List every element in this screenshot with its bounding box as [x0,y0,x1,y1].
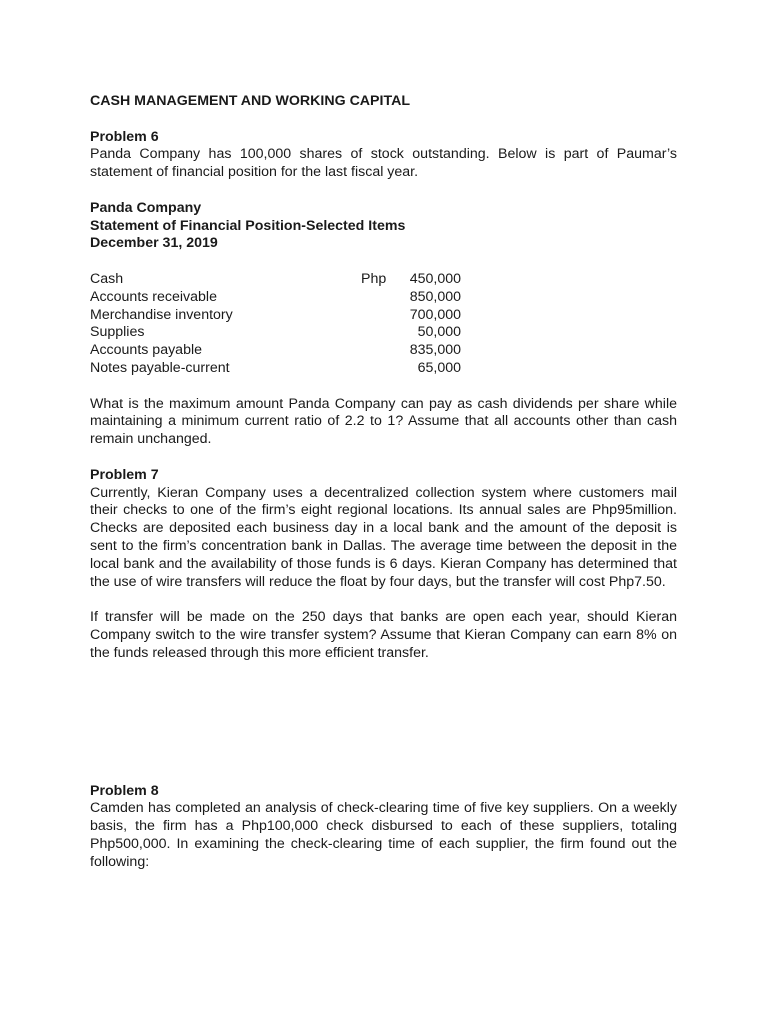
item-amount: 50,000 [417,324,461,341]
item-label: Accounts payable [90,342,202,359]
statement-title: Statement of Financial Position-Selected Items [90,217,406,234]
statement-header [90,200,677,253]
problem-6-section [90,129,677,449]
item-amount: 700,000 [409,306,461,323]
item-currency: Php [361,270,387,287]
item-amount: 835,000 [409,342,461,359]
problem-6-intro: Panda Company has 100,000 shares of stock outstanding. Below is part of Paumar’s statement of financial position for the last fiscal year. [90,146,677,181]
statement-item-notes-payable [90,360,677,378]
problem-7-question: If transfer will be made on the 250 days that banks are open each year, should Kieran Company switch to the wire transfer system? Assume that Kieran Company can earn 8% on the funds released through this more efficient transfer. [90,609,677,661]
item-label: Merchandise inventory [90,306,233,323]
problem-6-heading: Problem 6 [90,128,159,145]
item-amount: 850,000 [409,288,461,305]
problem-8-section [90,783,677,872]
document-page [90,93,677,871]
item-amount: 65,000 [417,359,461,376]
document-title: CASH MANAGEMENT AND WORKING CAPITAL [90,93,410,109]
item-label: Accounts receivable [90,288,217,305]
statement-company: Panda Company [90,199,202,216]
statement-item-merchandise-inventory [90,307,677,325]
statement-date: December 31, 2019 [90,235,218,252]
statement-item-accounts-receivable [90,289,677,307]
problem-7-section [90,467,677,663]
problem-8-body: Camden has completed an analysis of check-clearing time of five key suppliers. On a weekly basis, the firm has a Php100,000 check disbursed to each of these suppliers, totaling Php500,000. In examining the check-clearing time of each supplier, the firm found out the following: [90,800,677,870]
item-label: Cash [90,270,124,287]
problem-6-question: What is the maximum amount Panda Company can pay as cash dividends per share while maintaining a minimum current ratio of 2.2 to 1? Assume that all accounts other than cash remain unchanged. [90,395,677,448]
statement-items [90,271,677,378]
item-label: Supplies [90,324,145,341]
item-amount: 450,000 [409,270,461,287]
item-label: Notes payable-current [90,359,230,376]
statement-item-accounts-payable [90,342,677,360]
problem-7-heading: Problem 7 [90,466,159,483]
statement-item-supplies [90,324,677,342]
problem-8-heading: Problem 8 [90,782,159,799]
problem-7-body: Currently, Kieran Company uses a decentralized collection system where customers mail their checks to one of the firm’s eight regional locations. Its annual sales are Php95million. Checks are deposited each business day in a local bank and the amount of the deposit is sent to the firm’s concentration bank in Dallas. The average time between the deposit in the local bank and the availability of those funds is 6 days. Kieran Company has determined that the use of wire transfers will reduce the float by four days, but the transfer will cost Php7.50. [90,484,677,590]
statement-item-cash [90,271,677,289]
